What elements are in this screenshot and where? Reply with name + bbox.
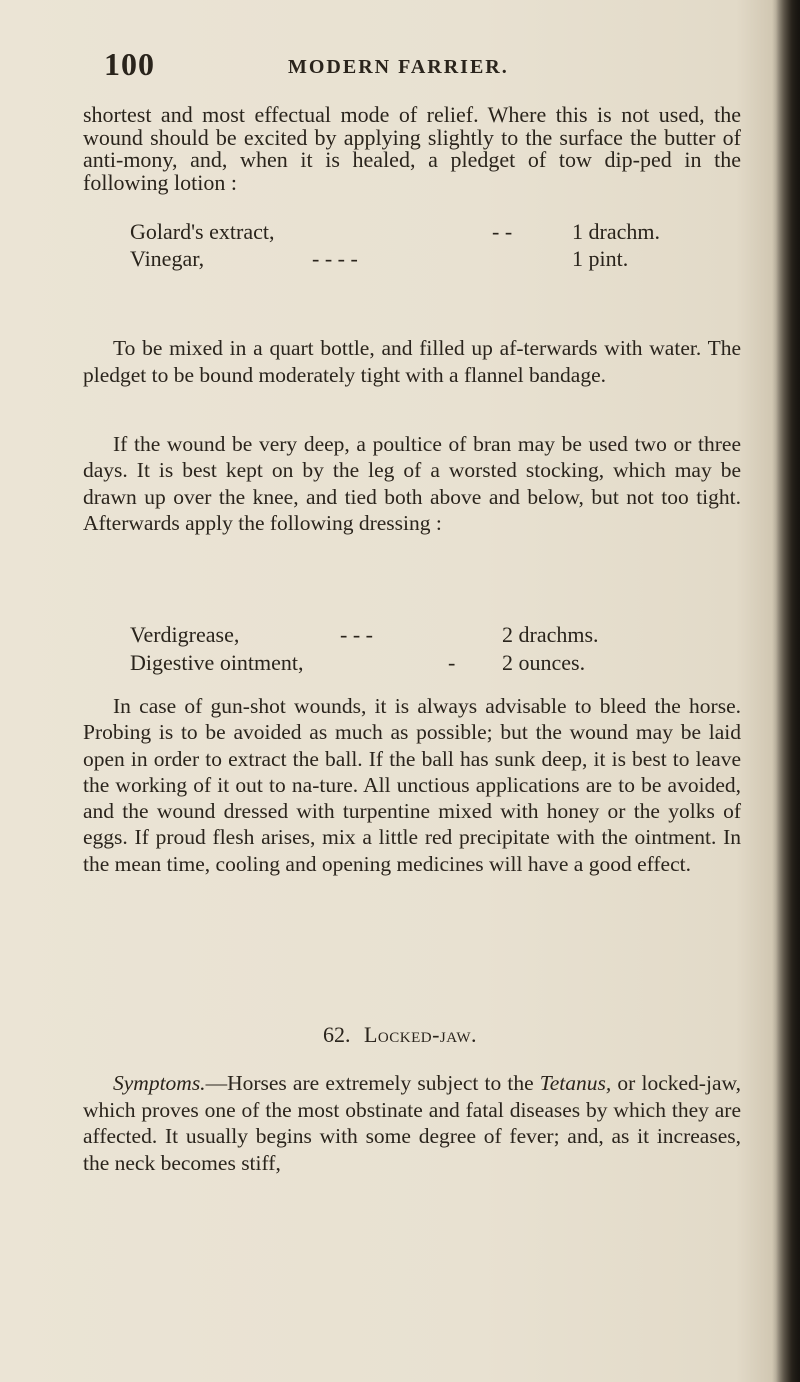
- running-head: MODERN FARRIER.: [288, 56, 509, 78]
- paragraph-4: In case of gun-shot wounds, it is always advisable to bleed the horse. Probing is to be avoided as much as possible; but the wound may be laid open in order to extract the ball. If the ball has sunk deep, it is best to leave the working of it out to na-ture. All unctious applications are to be avoided, and the wound dressed with turpentine mixed with honey or the yolks of eggs. If proud flesh arises, mix a little red precipitate with the ointment. In the mean time, cooling and opening medicines will have a good effect.: [83, 694, 741, 876]
- recipe-dashes: -: [448, 650, 456, 675]
- page-number: 100: [104, 46, 155, 82]
- paragraph-5: [83, 1070, 741, 1176]
- page-edge-shadow: [772, 0, 800, 1382]
- paragraph-1: shortest and most effectual mode of relief. Where this is not used, the wound should be excited by applying slightly to the surface the butter of anti-mony, and, when it is healed, a pledget of tow dip-ped in the following lotion :: [83, 102, 741, 195]
- recipe-item: Digestive ointment,: [130, 650, 304, 675]
- section-title: Locked-jaw.: [363, 1022, 478, 1047]
- recipe-quantity: 2 ounces.: [502, 650, 586, 675]
- recipe-dashes: - -: [492, 219, 513, 244]
- recipe-dashes: - - -: [340, 622, 373, 647]
- recipe-item: Verdigrease,: [130, 622, 240, 647]
- paragraph-5-text: or locked-jaw, which proves one of the most obstinate and fatal diseases by which they are affected. It usually begins with some degree of fever; and, as it increases, the neck becomes stiff,: [83, 1071, 741, 1175]
- recipe-quantity: 1 pint.: [572, 246, 629, 271]
- section-number: 62.: [322, 1022, 351, 1047]
- recipe-quantity: 1 drachm.: [572, 219, 660, 244]
- recipe-item: Golard's extract,: [130, 219, 275, 244]
- tetanus-term: Tetanus,: [539, 1071, 612, 1095]
- paragraph-2: To be mixed in a quart bottle, and filled up af-terwards with water. The pledget to be bound moderately tight with a flannel bandage.: [83, 336, 741, 387]
- recipe-dashes: - - - -: [312, 246, 358, 271]
- symptoms-label: Symptoms.: [113, 1071, 206, 1095]
- paragraph-3: If the wound be very deep, a poultice of bran may be used two or three days. It is best kept on by the leg of a worsted stocking, which may be drawn up over the knee, and tied both above and below, but not too tight. Afterwards apply the following dressing :: [83, 432, 741, 535]
- recipe-item: Vinegar,: [130, 246, 205, 271]
- paragraph-5-dash: —Horses are extremely subject to the: [205, 1071, 540, 1095]
- recipe-quantity: 2 drachms.: [502, 622, 599, 647]
- page-header: [104, 46, 564, 86]
- section-heading: [0, 1022, 800, 1048]
